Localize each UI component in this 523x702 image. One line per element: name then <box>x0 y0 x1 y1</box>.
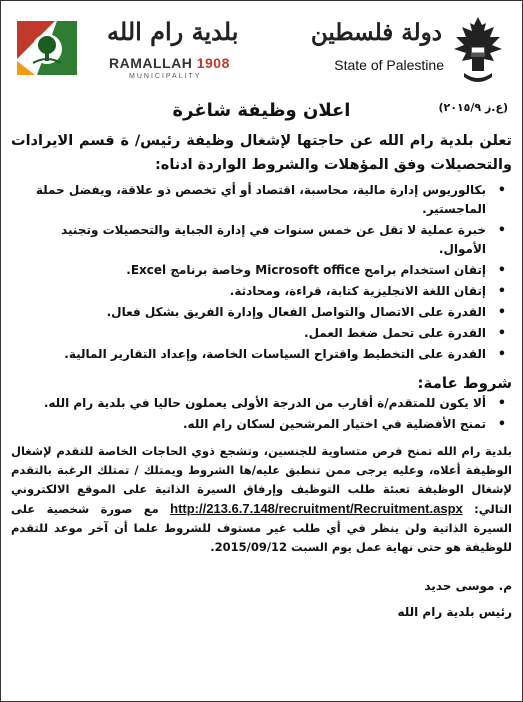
list-item: • خبرة عملية لا تقل عن خمس سنوات في إدارة الجباية والتحصيلات وتجنيد الأموال. <box>11 221 494 259</box>
municipality-subtitle: MUNICIPALITY <box>129 73 202 80</box>
list-item: • بكالوريوس إدارة مالية، محاسبة، اقتصاد أو أي تخصص ذو علاقة، ويفضل حملة الماجستير. <box>11 181 494 219</box>
general-conditions-list <box>11 394 512 434</box>
list-item: • القدرة على الاتصال والتواصل الفعال وإدارة الفريق بشكل فعال. <box>11 303 494 322</box>
closing-text-before-url: بلدية رام الله تمنح فرص متساوية للجنسين، وتشجع ذوي الحاجات الخاصة للتقدم لإشغال الوظيفة أعلاه، وعليه يرجى ممن تنطبق عليه/ها الشروط ويمتلك / تمتلك الرغبة بالتقدم لإشغال الوظيفة تعبئة طلب التوظيف وإرفاق السيرة الذاتية على الموقع الالكتروني التالي: <box>11 444 512 516</box>
list-item: • ألا يكون للمتقدم/ة أقارب من الدرجة الأولى يعملون حاليا في بلدية رام الله. <box>11 394 494 413</box>
municipality-year: 1908 <box>196 55 230 71</box>
title-row <box>11 97 512 127</box>
signatory-name: م. موسى حديد <box>424 579 512 593</box>
list-item: • القدرة على التخطيط واقتراح السياسات الخاصة، وإعداد التقارير المالية. <box>11 345 494 364</box>
reference-code: (ع.ز ٢٠١٥/٩) <box>438 101 508 114</box>
eagle-emblem-icon <box>448 13 508 89</box>
list-item: • إتقان استخدام برامج Microsoft office وخاصة برنامج Excel. <box>11 261 494 280</box>
state-of-palestine-logo <box>310 13 512 85</box>
closing-paragraph <box>11 442 512 557</box>
ramallah-tree-logo-icon <box>15 19 79 77</box>
intro-paragraph: تعلن بلدية رام الله عن حاجتها لإشغال وظيفة رئيس/ ة قسم الايرادات والتحصيلات وفق المؤهلات والشروط الواردة ادناه: <box>11 133 512 173</box>
palestine-arabic-name: دولة فلسطين <box>310 19 442 46</box>
requirements-list <box>11 181 512 364</box>
list-item: • إتقان اللغة الانجليزية كتابة، قراءة، ومحادثة. <box>11 282 494 301</box>
ramallah-municipality-logo <box>11 15 241 81</box>
list-item: • القدرة على تحمل ضغط العمل. <box>11 324 494 343</box>
list-item: • تمنح الأفضلية في اختيار المرشحين لسكان رام الله. <box>11 415 494 434</box>
closing-text-after-url: مع صورة شخصية على السيرة الذاتية ولن ينظر في أي طلب غير مستوف للشروط علما أن آخر موعد للتقدم للوظيفة هو حتى نهاية عمل يوم السبت 2015/09/12. <box>11 502 512 554</box>
municipality-arabic-name: بلدية رام الله <box>107 17 239 46</box>
municipality-latin-name <box>109 55 230 71</box>
ad-title: اعلان وظيفة شاغرة <box>172 100 351 121</box>
general-conditions-heading: شروط عامة: <box>417 374 512 392</box>
signature-block <box>11 573 512 625</box>
signatory-position: رئيس بلدية رام الله <box>397 605 512 619</box>
palestine-english-name: State of Palestine <box>334 57 444 73</box>
recruitment-link[interactable]: http://213.6.7.148/recruitment/Recruitment.aspx <box>170 501 463 516</box>
municipality-latin-word: RAMALLAH <box>109 55 193 71</box>
header <box>11 7 512 93</box>
